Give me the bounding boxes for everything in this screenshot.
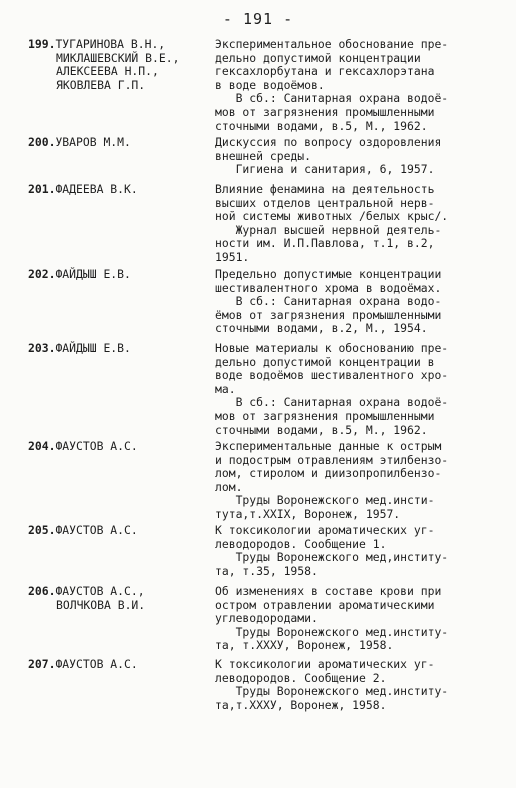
- entry-text: [215, 268, 511, 336]
- author-name: ФАУСТОВ А.С.: [55, 657, 138, 671]
- entry-text-line: В сб.: Санитарная охрана водоё-: [215, 395, 449, 410]
- entry-text-line: В сб.: Санитарная охрана водо-: [215, 294, 442, 309]
- entry-authors: [28, 585, 218, 612]
- entry-text-line: высших отделов центральной нерв-: [215, 195, 435, 210]
- entry-number: 199.: [28, 37, 56, 51]
- entry-text-line: Труды Воронежского мед.инсти-: [215, 493, 435, 508]
- entry-text: [215, 440, 511, 522]
- author-name: МИКЛАШЕВСКИЙ В.Е.,: [56, 50, 180, 65]
- author-name: УВАРОВ М.М.: [55, 135, 131, 149]
- entry-authors: [28, 524, 218, 538]
- entry-text-line: Труды Воронежского мед.институ-: [215, 684, 449, 699]
- entry-text-line: К токсикологии ароматических уг-: [215, 523, 435, 537]
- entry-text-line: Экспериментальные данные к острым: [215, 439, 442, 453]
- author-name: ЯКОВЛЕВА Г.П.: [56, 77, 146, 92]
- entry-text: [215, 342, 511, 437]
- entry-text-line: та, т.35, 1958.: [215, 563, 318, 578]
- entry-text-line: Влияние фенамина на деятельность: [215, 182, 435, 196]
- entry-text-line: ёмов от загрязнения промышленными: [215, 307, 442, 322]
- author-name: ВОЛЧКОВА В.И.: [56, 597, 146, 612]
- entry-text-line: гексахлорбутана и гексахлорэтана: [215, 64, 435, 79]
- entry-authors: [28, 268, 218, 282]
- author-name: ФАУСТОВ А.С.: [55, 439, 138, 453]
- entry-text-line: внешней среды.: [215, 148, 312, 163]
- entry-text-line: ма.: [215, 381, 236, 396]
- entry-text-line: сточными водами, в.2, М., 1954.: [215, 321, 428, 336]
- entry-text-line: та,т.XXXУ, Воронеж, 1958.: [215, 697, 387, 712]
- entry-authors: [28, 183, 218, 197]
- entry-text-line: лом.: [215, 479, 243, 494]
- author-name: ФАЙДЫШ Е.В.: [55, 267, 131, 281]
- entry-text-line: дельно допустимой концентрации: [215, 50, 421, 65]
- entry-text-line: шестивалентного хрома в водоёмах.: [215, 280, 442, 295]
- entry-text-line: леводородов. Сообщение 1.: [215, 536, 387, 551]
- entry-text-line: К токсикологии ароматических уг-: [215, 657, 435, 671]
- entry-authors: [28, 136, 218, 150]
- author-name: ФАУСТОВ А.С.: [55, 523, 138, 537]
- entry-text-line: Труды Воронежского мед.институ-: [215, 624, 449, 639]
- author-name: ФАЙДЫШ Е.В.: [55, 341, 131, 355]
- entry-text-line: углеводородами.: [215, 611, 318, 626]
- entry-text-line: Гигиена и санитария, 6, 1957.: [215, 162, 435, 177]
- entry-number: 202.: [28, 267, 56, 281]
- entry-text-line: Труды Воронежского мед,институ-: [215, 550, 449, 565]
- entry-text-line: леводородов. Сообщение 2.: [215, 670, 387, 685]
- author-name: ФАДЕЕВА В.К.: [55, 182, 138, 196]
- author-name: АЛЕКСЕЕВА Н.П.,: [56, 64, 159, 79]
- entry-text-line: Новые материалы к обоснованию пре-: [215, 341, 449, 355]
- page-number: - 191 -: [222, 10, 294, 28]
- entry-text-line: Дискуссия по вопросу оздоровления: [215, 135, 442, 149]
- entry-text-line: Об изменениях в составе крови при: [215, 584, 442, 598]
- entry-text-line: мов от загрязнения промышленными: [215, 104, 435, 119]
- entry-text-line: Экспериментальное обоснование пре-: [215, 37, 449, 51]
- entry-text: [215, 658, 511, 712]
- entry-text-line: В сб.: Санитарная охрана водоё-: [215, 91, 449, 106]
- entry-number: 207.: [28, 657, 56, 671]
- author-name: ФАУСТОВ А.С.,: [55, 584, 145, 598]
- entry-text-line: та, т.XXXУ, Воронеж, 1958.: [215, 638, 394, 653]
- entry-text-line: мов от загрязнения промышленными: [215, 408, 435, 423]
- entry-text-line: Журнал высшей нервной деятель-: [215, 222, 442, 237]
- entry-text: [215, 585, 511, 653]
- entry-text-line: ной системы животных /белых крыс/.: [215, 209, 449, 224]
- entry-authors: [28, 658, 218, 672]
- entry-text-line: и подострым отравлениям этилбензо-: [215, 452, 449, 467]
- entry-text-line: сточными водами, в.5, М., 1962.: [215, 422, 428, 437]
- entry-number: 206.: [28, 584, 56, 598]
- entry-text: [215, 38, 511, 133]
- entry-number: 203.: [28, 341, 56, 355]
- entry-number: 201.: [28, 182, 56, 196]
- entry-text-line: 1951.: [215, 249, 250, 264]
- entry-authors: [28, 440, 218, 454]
- entry-number: 205.: [28, 523, 56, 537]
- entry-number: 204.: [28, 439, 56, 453]
- entry-text-line: воде водоёмов шестивалентного хро-: [215, 368, 449, 383]
- entry-text: [215, 183, 511, 265]
- entry-text-line: лом, стиролом и диизопропилбензо-: [215, 466, 442, 481]
- entry-text: [215, 136, 511, 177]
- entry-text-line: Предельно допустимые концентрации: [215, 267, 442, 281]
- entry-text-line: тута,т.XXIX, Воронеж, 1957.: [215, 506, 401, 521]
- author-name: ТУГАРИНОВА В.Н.,: [55, 37, 166, 51]
- entry-text-line: остром отравлении ароматическими: [215, 597, 435, 612]
- entry-text-line: сточными водами, в.5, М., 1962.: [215, 118, 428, 133]
- entry-text-line: дельно допустимой концентрации в: [215, 354, 435, 369]
- entry-text: [215, 524, 511, 578]
- entry-authors: [28, 342, 218, 356]
- entry-text-line: ности им. И.П.Павлова, т.1, в.2,: [215, 236, 435, 251]
- entry-text-line: в воде водоёмов.: [215, 77, 325, 92]
- entry-number: 200.: [28, 135, 56, 149]
- entry-authors: [28, 38, 218, 92]
